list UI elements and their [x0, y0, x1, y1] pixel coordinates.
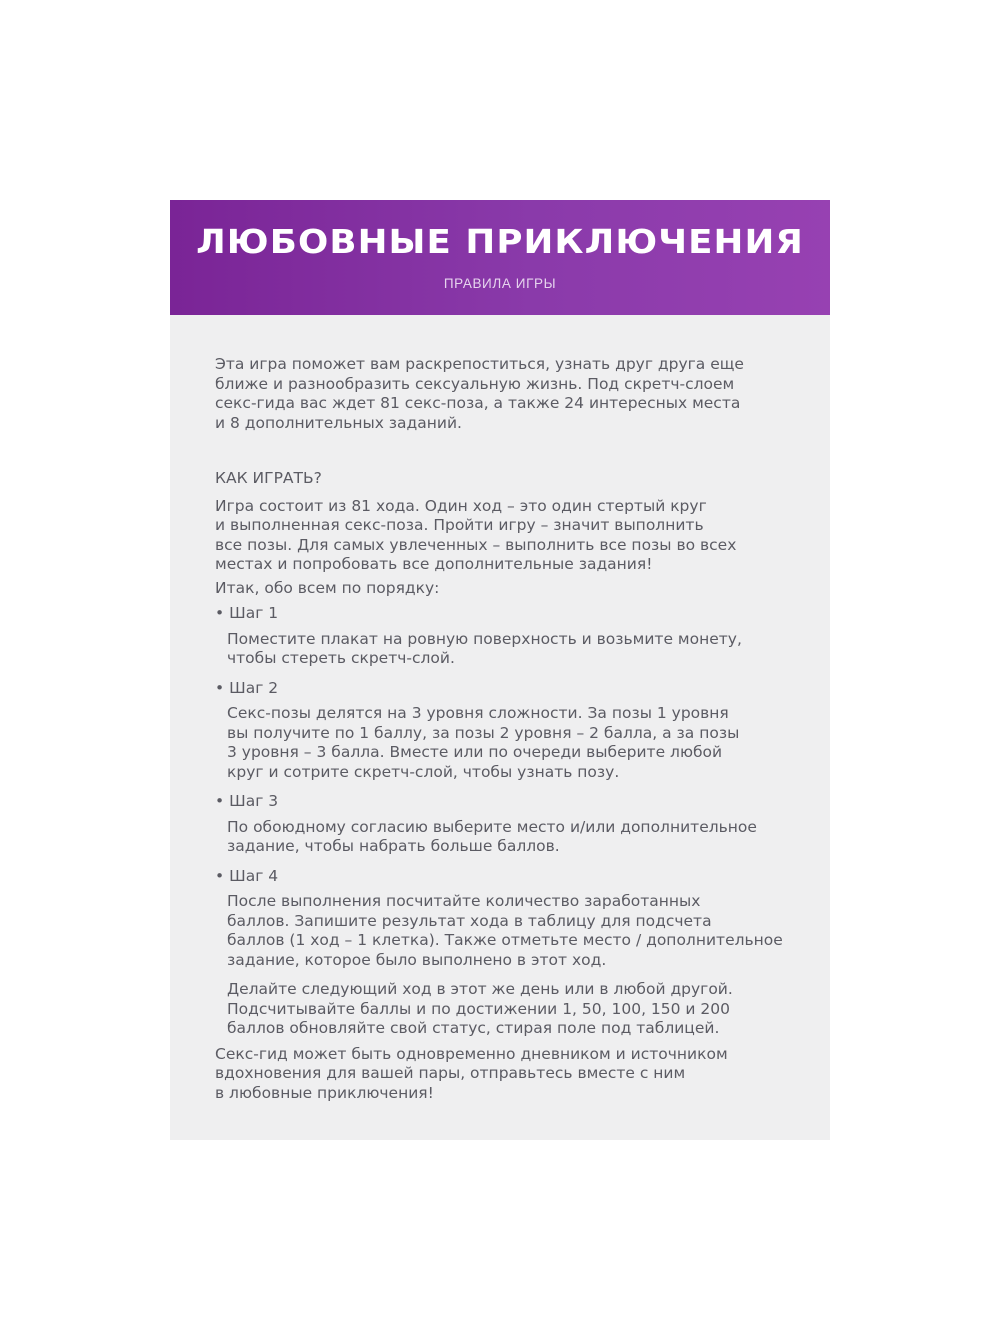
outro-paragraph: Секс-гид может быть одновременно дневником и источником вдохновения для вашей пары, отправьтесь вместе с ним в любовные приключения!: [215, 1044, 728, 1102]
step-text: По обоюдному согласию выберите место и/или дополнительное задание, чтобы набрать больше баллов.: [227, 817, 757, 855]
step-title: Шаг 4: [229, 866, 279, 885]
step-title: Шаг 2: [229, 678, 279, 697]
bullet-icon: •: [215, 866, 225, 885]
step-title: Шаг 3: [229, 792, 279, 810]
step-title: Шаг 1: [229, 604, 279, 622]
bullet-icon: •: [215, 604, 225, 622]
list-item: [215, 792, 795, 857]
rules-card: [170, 200, 830, 1140]
bullet-icon: •: [215, 678, 225, 697]
step-label: [215, 604, 795, 624]
bullet-icon: •: [215, 792, 225, 810]
how-to-heading: КАК ИГРАТЬ?: [215, 469, 322, 487]
order-paragraph: Итак, обо всем по порядку:: [215, 578, 440, 597]
list-item: [215, 679, 795, 783]
step-text: Делайте следующий ход в этот же день или в любой другой. Подсчитывайте баллы и по достижении 1, 50, 100, 150 и 200 баллов обновляйте свой статус, стирая поле под таблицей.: [227, 980, 733, 1037]
rules-content: [215, 355, 795, 1103]
step-label: [215, 792, 795, 812]
page-title: ЛЮБОВНЫЕ ПРИКЛЮЧЕНИЯ: [196, 222, 804, 261]
list-item: [215, 867, 795, 1039]
step-text: Секс-позы делятся на 3 уровня сложности. За позы 1 уровня вы получите по 1 баллу, за позы 2 уровня – 2 балла, а за позы 3 уровня – 3 балла. Вместе или по очереди выберите любой круг и сотрите скретч-слой, чтобы узнать позу.: [227, 704, 740, 781]
list-item: [215, 604, 795, 669]
step-text: Поместите плакат на ровную поверхность и возьмите монету, чтобы стереть скретч-слой.: [227, 629, 742, 667]
page-subtitle: ПРАВИЛА ИГРЫ: [443, 276, 557, 291]
intro-paragraph: Эта игра поможет вам раскрепоститься, узнать друг друга еще ближе и разнообразить сексуальную жизнь. Под скретч-слоем секс-гида вас ждет 81 секс-поза, а также 24 интересных места и 8 дополнительных заданий.: [215, 355, 744, 432]
step-label: [215, 679, 795, 699]
step-text: После выполнения посчитайте количество заработанных баллов. Запишите результат хода в таблицу для подсчета баллов (1 ход – 1 клетка). Также отметьте место / дополнительное задание, которое было выполнено в этот ход.: [227, 892, 783, 969]
how-to-paragraph: Игра состоит из 81 хода. Один ход – это один стертый круг и выполненная секс-поза. Пройти игру – значит выполнить все позы. Для самых увлеченных – выполнить все позы во всех местах и попробовать все дополнительные задания!: [215, 496, 737, 573]
header-banner: [170, 200, 830, 315]
step-label: [215, 867, 795, 887]
step-list: [215, 604, 795, 1039]
